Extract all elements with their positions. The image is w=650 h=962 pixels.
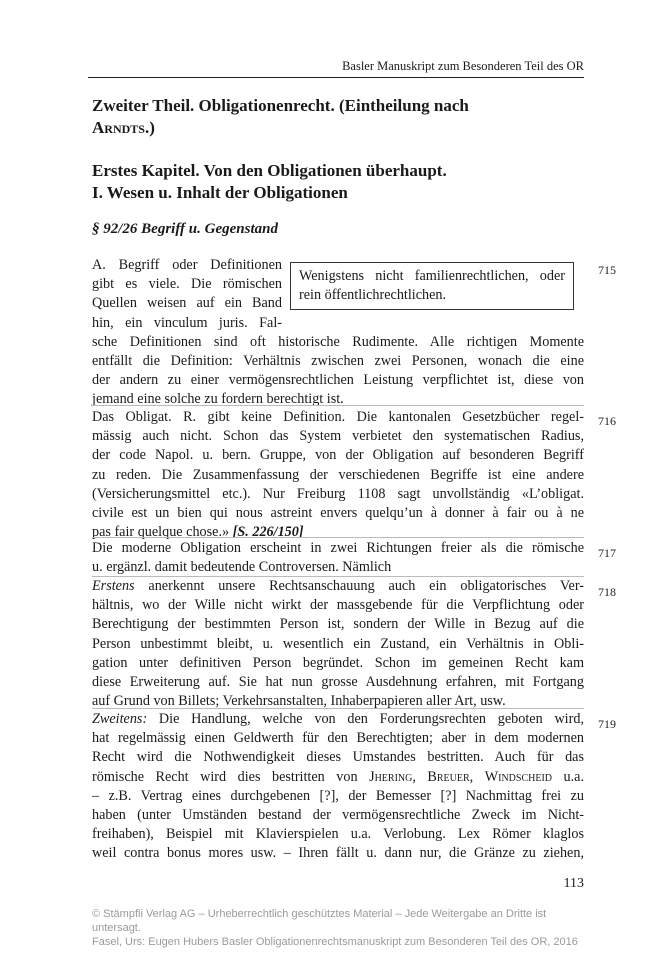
margin-number-717: 717 (598, 546, 616, 560)
lead-word: Zweitens: (92, 711, 148, 727)
text-line: gation unter definitiven Person begründet. Schon im gemeinen Recht kam (92, 654, 584, 671)
paragraph-719 (92, 710, 584, 864)
header-rule (88, 77, 584, 78)
chapter-heading-line2: I. Wesen u. Inhalt der Obligationen (92, 183, 348, 202)
lead-word: Erstens (92, 578, 135, 594)
text-line: zu reden. Die Zusammenfassung der verschiedenen Begriffe ist eine andere (92, 466, 584, 483)
text-segment: u.a. (552, 768, 585, 785)
text-line: u. ergänzl. damit bedeutende Controversen. Nämlich (92, 559, 392, 576)
section-title: § 92/26 Begriff u. Gegenstand (92, 221, 278, 237)
text-line: A. Begriff oder Definitionen (92, 257, 282, 273)
text-line: der andern zu einer vermögensrechtlichen Leistung verpflichtet ist, diese von (92, 372, 584, 389)
footer-line: Fasel, Urs: Eugen Hubers Basler Obligationenrechtsmanuskript zum Besonderen Teil des OR, 2016 (92, 936, 578, 948)
text-line: freihaben), Beispiel mit Klavierspielen u.a. Verlobung. Lex Römer klaglos (92, 826, 584, 843)
page-reference: [S. 226/150] (232, 524, 304, 541)
margin-note-box: Wenigstens nicht familienrechtlichen, oder rein öffentlichrechtlichen. (290, 262, 574, 310)
text-line: weil contra bonus mores usw. – Ihren fällt u. dann nur, die Gränze zu ziehen, (92, 845, 584, 862)
text-line: Quellen weisen auf ein Band (92, 295, 282, 312)
text-line: (Versicherungsmittel etc.). Nur Freiburg 1108 sagt unvollständig «L’obligat. (92, 485, 584, 502)
margin-number-718: 718 (598, 585, 616, 599)
author-name: Windscheid (484, 768, 553, 785)
margin-number-719: 719 (598, 717, 616, 731)
text-line: Person unbestimmt bleibt, u. wesentlich ein Zustand, ein Verhältnis in Obli- (92, 635, 584, 652)
copyright-footer (92, 907, 592, 949)
text-line: gibt es viele. Die römischen (92, 276, 282, 293)
text-line: hin, ein vinculum juris. Fal- (92, 314, 282, 331)
footer-line: untersagt. (92, 922, 141, 934)
footer-line: © Stämpfli Verlag AG – Urheberrechtlich geschütztes Material – Jede Weitergabe an Dritte ist (92, 908, 547, 920)
part-heading (92, 95, 584, 139)
text-line: Die moderne Obligation erscheint in zwei Richtungen freier als die römische (92, 540, 584, 556)
paragraph-716 (92, 408, 584, 542)
chapter-heading (92, 160, 584, 204)
text-line (92, 710, 584, 729)
text-segment: pas fair quelque chose.» (92, 524, 230, 541)
text-line: Das Obligat. R. gibt keine Definition. Die kantonalen Gesetzbücher regel- (92, 409, 584, 425)
text-line: auf Grund von Billets; Verkehrsanstalten, Inhaberpapieren aller Art, usw. (92, 693, 506, 710)
text-line: civile est un bien qui nous astreint envers quelqu’un à donner à fair ou à ne (92, 505, 584, 522)
text-segment: anerkennt unsere Rechtsanschauung auch ein obligatorisches Ver- (134, 578, 584, 594)
text-line: diese Erweiterung auf. Sie hat nun grosse Ausdehnung erfahren, mit Fortgang (92, 674, 584, 691)
text-line: hältnis, wo der Wille nicht wirkt der massgebende für die Verpflichtung oder (92, 597, 584, 614)
author-name: Jhering (369, 768, 413, 785)
text-line: – z.B. Vertrag eines durchgebenen [?], der Bemesser [?] Nachmittag frei zu (92, 787, 584, 804)
author-name: Breuer (427, 768, 470, 785)
paragraph-separator (92, 537, 584, 538)
paragraph-717 (92, 539, 584, 577)
paragraph-718 (92, 577, 584, 711)
page-number: 113 (563, 876, 584, 891)
part-heading-text: Zweiter Theil. Obligationenrecht. (Eintheilung nach (92, 96, 469, 115)
paragraph-separator (92, 405, 584, 406)
text-line: hat regelmässig einen Geldwerth für den Berechtigten; aber in dem modernen (92, 730, 584, 747)
running-head: Basler Manuskript zum Besonderen Teil des OR (342, 59, 584, 73)
text-line: jemand eine solche zu fordern berechtigt ist. (92, 391, 344, 408)
text-line: haben (unter Umständen bestand der vermögensrechtliche Zweck im Nicht- (92, 807, 584, 824)
text-line (92, 577, 584, 596)
text-line: der code Napol. u. bern. Gruppe, von der Obligation auf besonderen Begriff (92, 447, 584, 464)
margin-number-715: 715 (598, 263, 616, 277)
text-line (92, 768, 584, 787)
text-segment: , (412, 768, 428, 785)
text-line: sche Definitionen sind oft historische Rudimente. Alle richtigen Momente (92, 333, 584, 350)
text-segment: Die Handlung, welche von den Forderungsrechten geboten wird, (147, 711, 584, 727)
text-line: entfällt die Definition: Verhältnis zwischen zwei Personen, wonach die eine (92, 353, 584, 370)
text-line: Recht wird die Nothwendigkeit dieses Umstandes bestritten. Auch für das (92, 749, 584, 766)
part-heading-author: Arndts.) (92, 118, 155, 137)
text-line: mässig auch nicht. Schon das System verbietet den systematischen Radius, (92, 428, 584, 445)
text-segment: , (469, 768, 485, 785)
text-segment: römische Recht wird dies bestritten von (92, 768, 370, 785)
chapter-heading-line1: Erstes Kapitel. Von den Obligationen überhaupt. (92, 161, 447, 180)
margin-number-716: 716 (598, 414, 616, 428)
text-line: Berechtigung der bestimmten Person ist, sondern der Wille in Bezug auf die (92, 616, 584, 633)
paragraph-separator (92, 708, 584, 709)
